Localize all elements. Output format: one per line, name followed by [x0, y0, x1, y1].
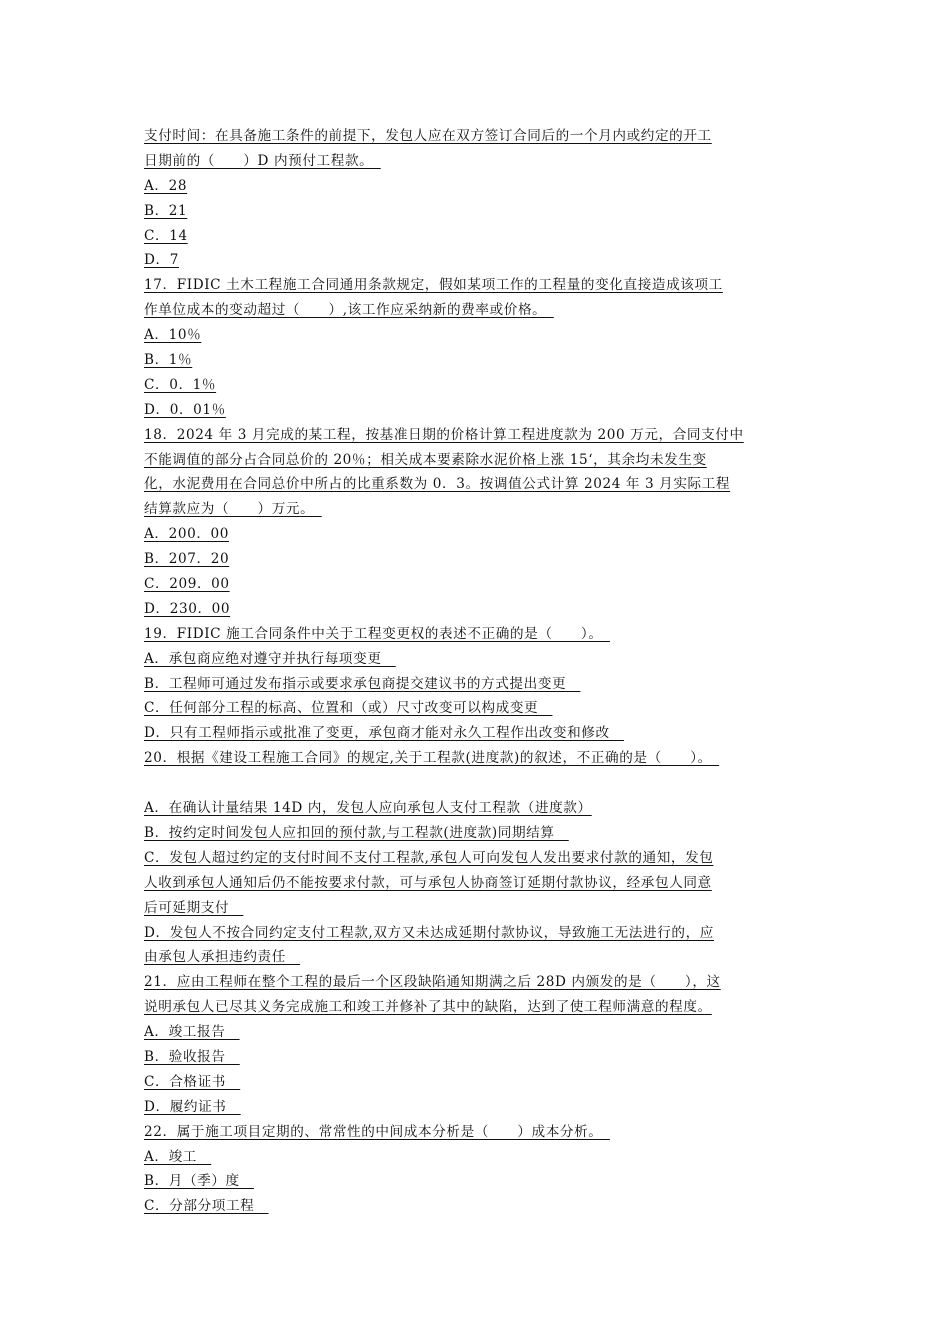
option-line: A．竣工报告	[144, 1024, 240, 1041]
option-line: D．0．01％	[144, 401, 226, 418]
option-line: A．竣工	[144, 1148, 212, 1165]
question-19: 19．FIDIC 施工合同条件中关于工程变更权的表述不正确的是（ ）。	[144, 625, 610, 642]
option-line: A．28	[144, 177, 188, 194]
question-18: 18．2024 年 3 月完成的某工程，按基准日期的价格计算工程进度款为 200 万元，合同支付中	[144, 426, 744, 443]
option-line: B．按约定时间发包人应扣回的预付款,与工程款(进度款)同期结算	[144, 824, 569, 841]
option-line: A．承包商应绝对遵守并执行每项变更	[144, 650, 396, 667]
option-line: B．工程师可通过发布指示或要求承包商提交建议书的方式提出变更	[144, 675, 581, 692]
text-line: 由承包人承担违约责任	[144, 949, 301, 966]
option-line: C．0．1％	[144, 376, 217, 393]
blank-line	[144, 771, 810, 796]
option-line: D．履约证书	[144, 1098, 241, 1115]
option-line: C．合格证书	[144, 1073, 241, 1090]
option-line: D．发包人不按合同约定支付工程款,双方又未达成延期付款协议，导致施工无法进行的，应	[144, 924, 714, 941]
option-line: C．14	[144, 227, 188, 244]
text-line: 后可延期支付	[144, 899, 244, 916]
text-line: 作单位成本的变动超过（ ）,该工作应采纳新的费率或价格。	[144, 302, 554, 319]
option-line: D．230．00	[144, 600, 231, 617]
option-line: B．1％	[144, 352, 193, 369]
option-line: B．207．20	[144, 551, 230, 568]
text-line: 支付时间：在具备施工条件的前提下，发包人应在双方签订合同后的一个月内或约定的开工	[144, 128, 712, 144]
option-line: B．21	[144, 202, 188, 219]
text-line: 化，水泥费用在合同总价中所占的比重系数为 0．3。按调值公式计算 2024 年 3 月实际工程	[144, 476, 731, 493]
document-page	[144, 124, 810, 1219]
option-line: A．200．00	[144, 526, 230, 543]
option-line: C．发包人超过约定的支付时间不支付工程款,承包人可向发包人发出要求付款的通知，发包	[144, 849, 714, 866]
text-line: 不能调值的部分占合同总价的 20％；相关成本要素除水泥价格上涨 15‘，其余均未发生变	[144, 451, 707, 468]
question-22: 22．属于施工项目定期的、常常性的中间成本分析是（ ）成本分析。	[144, 1123, 610, 1140]
text-line: 结算款应为（ ）万元。	[144, 501, 322, 518]
question-20: 20．根据《建设工程施工合同》的规定,关于工程款(进度款)的叙述，不正确的是（ ）。	[144, 750, 720, 767]
option-line: B．验收报告	[144, 1048, 240, 1065]
option-line: A．在确认计量结果 14D 内，发包人应向承包人支付工程款（进度款）	[144, 800, 592, 817]
question-17: 17．FIDIC 土木工程施工合同通用条款规定，假如某项工作的工程量的变化直接造成该项工	[144, 277, 723, 294]
text-line: 说明承包人已尽其义务完成施工和竣工并修补了其中的缺陷，达到了使工程师满意的程度。	[144, 999, 712, 1016]
option-line: C．任何部分工程的标高、位置和（或）尺寸改变可以构成变更	[144, 700, 553, 717]
question-21: 21．应由工程师在整个工程的最后一个区段缺陷通知期满之后 28D 内颁发的是（ ），这	[144, 974, 721, 991]
option-line: D．7	[144, 252, 179, 269]
text-line: 日期前的（ ）D 内预付工程款。	[144, 152, 381, 169]
option-line: D．只有工程师指示或批准了变更，承包商才能对永久工程作出改变和修改	[144, 725, 624, 742]
option-line: A．10％	[144, 327, 202, 344]
option-line: B．月（季）度	[144, 1173, 254, 1190]
text-line: 人收到承包人通知后仍不能按要求付款，可与承包人协商签订延期付款协议，经承包人同意	[144, 874, 712, 891]
option-line: C．209．00	[144, 576, 230, 593]
option-line: C．分部分项工程	[144, 1198, 269, 1215]
